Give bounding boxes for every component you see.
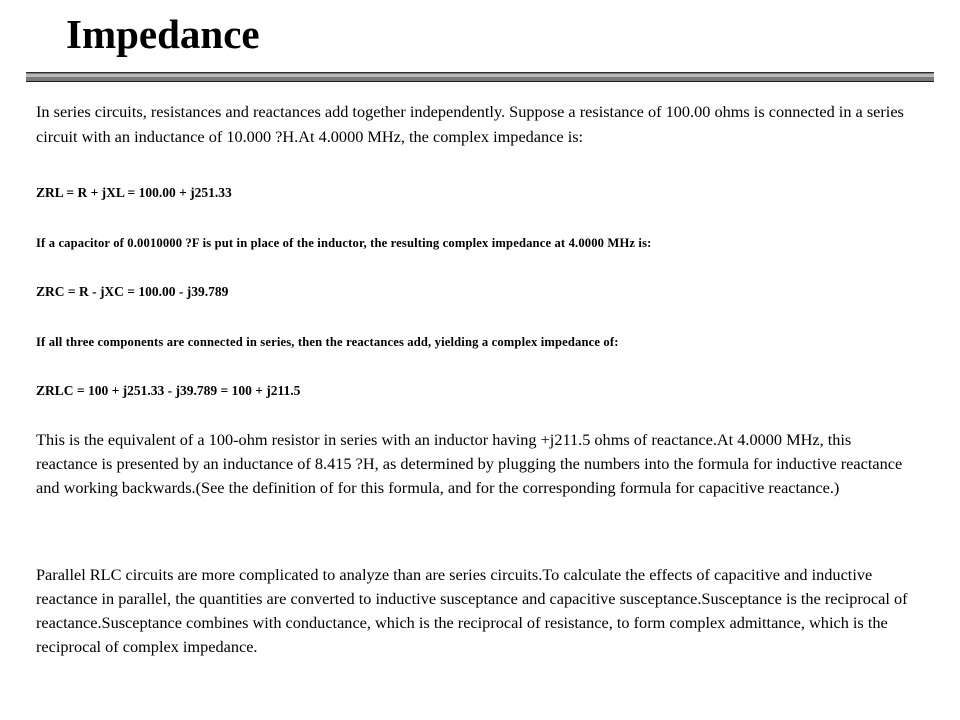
equivalent-circuit-paragraph: This is the equivalent of a 100-ohm resistor in series with an inductor having +j211.5 ohms of reactance.At 4.0000 MHz, this reactance is presented by an inductance of 8.415 ?H, as determined by plugging the numbers into the formula for inductive reactance and working backwards.(See the definition of for this formula, and for the corresponding formula for capacitive reactance.)	[36, 430, 903, 497]
divider-highlight	[26, 74, 934, 77]
parallel-rlc-paragraph: Parallel RLC circuits are more complicated to analyze than are series circuits.To calculate the effects of capacitive and inductive reactance in parallel, the quantities are converted to inductive susceptance and capacitive susceptance.Susceptance is the reciprocal of reactance.Susceptance combines with conductance, which is the reciprocal of resistance, to form complex admittance, which is the reciprocal of complex impedance.	[36, 565, 908, 656]
equation-series-rc: ZRC = R - jXC = 100.00 - j39.789	[36, 284, 229, 299]
intro-paragraph: In series circuits, resistances and reactances add together independently. Suppose a resistance of 100.00 ohms is connected in a series circuit with an inductance of 10.000 ?H.At 4.0000 MHz, the complex impedance is:	[36, 102, 904, 146]
equation-series-rlc: ZRLC = 100 + j251.33 - j39.789 = 100 + j211.5	[36, 383, 301, 398]
title-divider	[26, 72, 934, 84]
equation-series-rl: ZRL = R + jXL = 100.00 + j251.33	[36, 185, 232, 200]
capacitor-note: If a capacitor of 0.0010000 ?F is put in place of the inductor, the resulting complex impedance at 4.0000 MHz is:	[36, 236, 652, 250]
series-rlc-note: If all three components are connected in series, then the reactances add, yielding a complex impedance of:	[36, 335, 619, 349]
slide-title: Impedance	[66, 11, 260, 57]
